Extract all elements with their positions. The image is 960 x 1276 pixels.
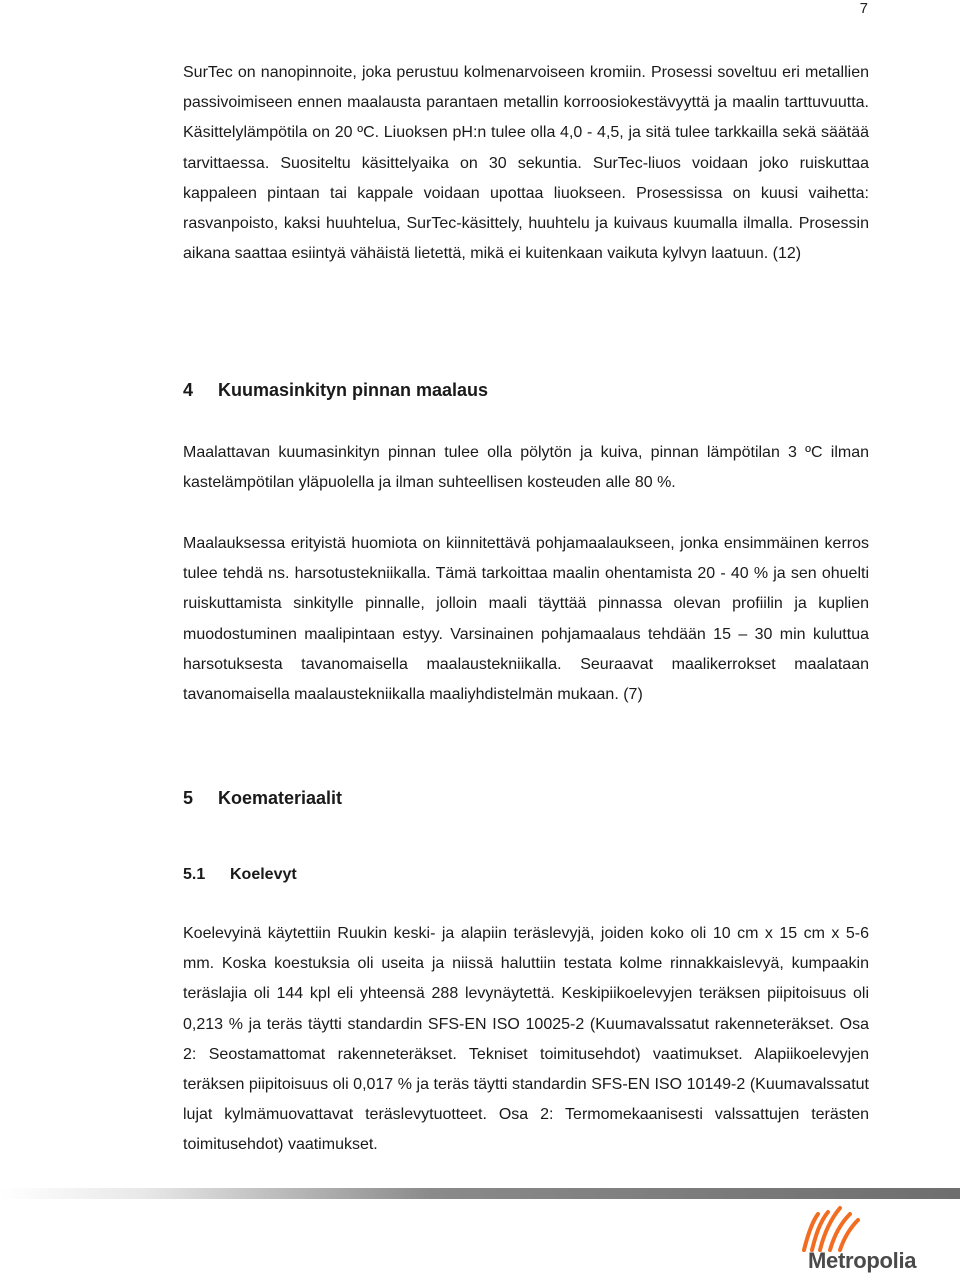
- section-number: 5.1: [183, 866, 206, 883]
- section-title: Kuumasinkityn pinnan maalaus: [218, 380, 489, 400]
- paragraph-test-plates: Koelevyinä käytettiin Ruukin keski- ja alapiin teräslevyjä, joiden koko oli 10 cm x 15 cm x 5-6 mm. Koska koestuksia oli useita ja niissä haluttiin testata kolme rinnakkaislevyä, kumpaakin teräslajia oli 144 kpl eli yhteensä 288 levynäytettä. Keskipiikoelevyjen teräksen piipitoisuus oli 0,213 % ja teräs täytti standardin SFS-EN ISO 10025-2 (Kuumavalssatut rakenneteräkset. Osa 2: Seostamattomat rakenneteräkset. Tekniset toimitusehdot) vaatimukset. Alapiikoelevyjen teräksen piipitoisuus oli 0,017 % ja teräs täytti standardin SFS-EN ISO 10149-2 (Kuumavalssatut lujat kylmämuovattavat teräslevytuotteet. Osa 2: Termomekaanisesti valssattujen terästen toimitusehdot) vaatimukset.: [183, 925, 869, 1154]
- page-number: 7: [859, 0, 868, 17]
- section-heading-4: [183, 379, 488, 401]
- section-number: 5: [183, 788, 194, 808]
- section-heading-5-1: [183, 864, 297, 886]
- section-number: 4: [183, 380, 194, 400]
- logo-text: Metropolia: [808, 1248, 917, 1273]
- footer-bar: [0, 1188, 960, 1199]
- metropolia-m-icon: [800, 1204, 870, 1252]
- paragraph-primer: Maalauksessa erityistä huomiota on kiinnitettävä pohjamaalaukseen, jonka ensimmäinen kerros tulee tehdä ns. harsotustekniikalla. Tämä tarkoittaa maalin ohentamista 20 - 40 % ja sen ohuelti ruiskuttamista sinkitylle pinnalle, jolloin maali täyttää pinnassa olevan profiilin ja kuplien muodostuminen maalipintaan estyy. Varsinainen pohjamaalaus tehdään 15 – 30 min kuluttua harsotuksesta tavanomaisella maalaustekniikalla. Seuraavat maalikerrokset maalataan tavanomaisella maalaustekniikalla maaliyhdistelmän mukaan. (7): [183, 535, 869, 704]
- section-heading-5: [183, 787, 342, 809]
- section-title: Koemateriaalit: [218, 788, 343, 808]
- metropolia-logo: [800, 1204, 930, 1276]
- paragraph-surface-conditions: Maalattavan kuumasinkityn pinnan tulee olla pölytön ja kuiva, pinnan lämpötilan 3 ºC ilman kastelämpötilan yläpuolella ja ilman suhteellisen kosteuden alle 80 %.: [183, 444, 869, 492]
- section-title: Koelevyt: [230, 866, 297, 883]
- paragraph-surtec: SurTec on nanopinnoite, joka perustuu kolmenarvoiseen kromiin. Prosessi soveltuu eri metallien passivoimiseen ennen maalausta parantaen metallin korroosiokestävyyttä ja maalin tarttuvuutta. Käsittelylämpötila on 20 ºC. Liuoksen pH:n tulee olla 4,0 - 4,5, ja sitä tulee tarkkailla sekä säätää tarvittaessa. Suositeltu käsittelyaika on 30 sekuntia. SurTec-liuos voidaan joko ruiskuttaa kappaleen pintaan tai kappale voidaan upottaa liuokseen. Prosessissa on kuusi vaihetta: rasvanpoisto, kaksi huuhtelua, SurTec-käsittely, huuhtelu ja kuivaus kuumalla ilmalla. Prosessin aikana saattaa esiintyä vähäistä lietettä, mikä ei kuitenkaan vaikuta kylvyn laatuun. (12): [183, 64, 869, 263]
